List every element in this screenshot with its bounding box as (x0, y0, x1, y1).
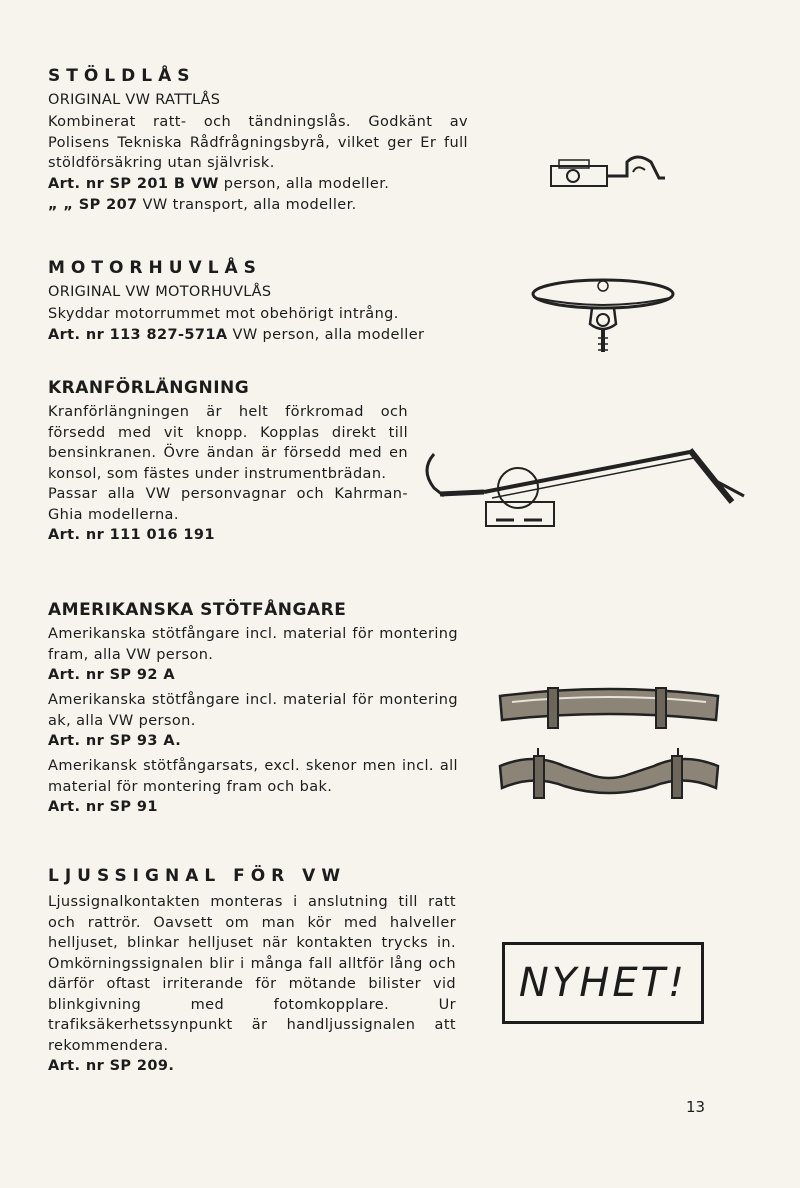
text-bumpers-1: Amerikanska stötfångare incl. material för montering fram, alla VW person. (48, 626, 458, 663)
text-bumpers-3: Amerikansk stötfångarsats, excl. skenor men incl. all material för montering fram och bak. (48, 758, 458, 795)
heading-steering-lock: STÖLDLÅS (48, 66, 196, 86)
tap-extension-icon (414, 440, 754, 540)
article-number-bumper-1: Art. nr SP 92 A (48, 667, 175, 683)
text-steering-lock: Kombinerat ratt- och tändningslås. Godkänt av Polisens Tekniska Rådfrågningsbyrå, vilket ger Er full stöldförsäkring utan självrisk. (48, 114, 468, 171)
text-light-signal: Ljussignalkontakten monteras i anslutning till ratt och rattrör. Oavsett om man kör med halvеller helljuset, blinkar helljuset när kontakten trycks in. Omkörningssignalen blir i många fall alltför lång och därför oftast irriterande för mötande bilister vid blinkgivning med fotomkopplare. Ur trafiksäkerhetssynpunkt är handljussignalen att rekommendera. (48, 894, 456, 1054)
text-bumpers-2: Amerikanska stötfångare incl. material för montering ak, alla VW person. (48, 692, 458, 729)
article-number-light-signal: Art. nr SP 209. (48, 1058, 175, 1074)
article-number-hood: Art. nr 113 827-571A VW person, alla modeller (48, 326, 425, 343)
text-tap-extension-1: Kranförlängningen är helt förkromad och försedd med vit knopp. Kopplas direkt till bensinkranen. Övre ändan är försedd med en konsol, som fästes under instrumentbrädan. (48, 404, 408, 482)
article-number-bumper-3: Art. nr SP 91 (48, 799, 158, 815)
section-light-signal (48, 866, 456, 1077)
section-steering-lock (48, 66, 468, 216)
subheading-steering-lock: ORIGINAL VW RATTLÅS (48, 92, 221, 108)
new-badge: NYHET! (502, 942, 704, 1024)
bumper-rear-icon (494, 748, 724, 804)
text-tap-extension-2: Passar alla VW personvagnar och Kahrman-Ghia modellerna. (48, 486, 408, 523)
steering-lock-icon (545, 148, 675, 196)
article-number-1: Art. nr SP 201 B VW person, alla modeller. (48, 175, 390, 192)
section-bumpers (48, 600, 458, 818)
heading-bumpers: AMERIKANSKA STÖTFÅNGARE (48, 600, 347, 620)
article-number-2: „ „ SP 207 VW transport, alla modeller. (48, 196, 357, 213)
article-number-bumper-2: Art. nr SP 93 A. (48, 733, 182, 749)
section-hood-lock (48, 258, 468, 346)
section-tap-extension (48, 378, 408, 546)
hood-lock-icon (528, 272, 678, 360)
heading-hood-lock: MOTORHUVLÅS (48, 258, 262, 278)
article-number-tap: Art. nr 111 016 191 (48, 527, 215, 543)
bumper-front-icon (494, 682, 724, 738)
text-hood-lock: Skyddar motorrummet mot obehörigt intrång. (48, 306, 399, 322)
heading-light-signal: LJUSSIGNAL FÖR VW (48, 866, 347, 886)
heading-tap-extension: KRANFÖRLÄNGNING (48, 378, 250, 398)
page-number: 13 (686, 1098, 706, 1116)
subheading-hood-lock: ORIGINAL VW MOTORHUVLÅS (48, 284, 272, 300)
